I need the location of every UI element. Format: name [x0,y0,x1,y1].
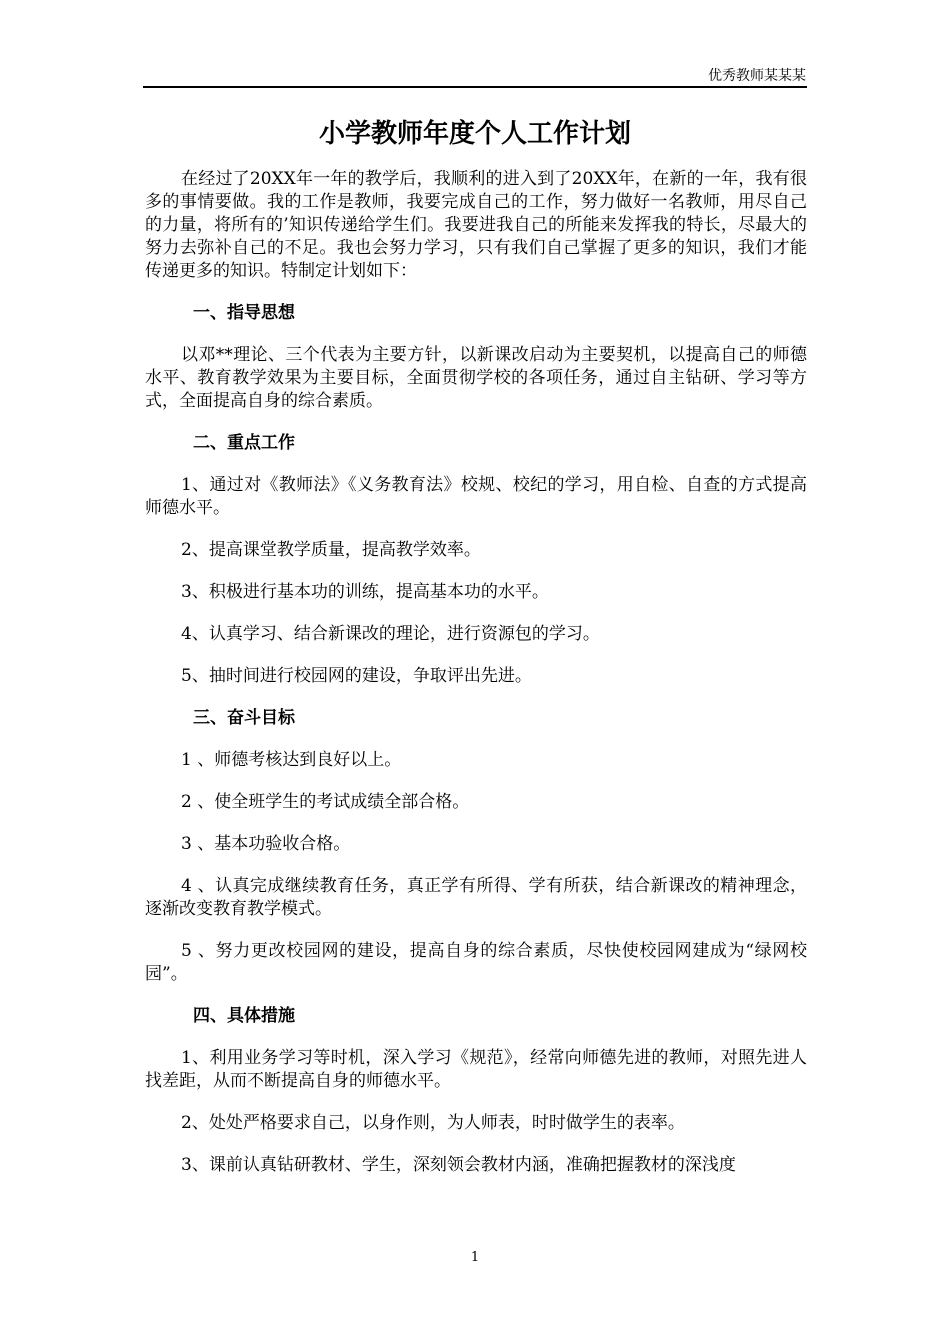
list-item: 4 、认真完成继续教育任务，真正学有所得、学有所获，结合新课改的精神理念，逐渐改变教育教学模式。 [145,876,807,919]
page-number: 1 [470,1250,480,1265]
section-paragraph: 以邓**理论、三个代表为主要方针，以新课改启动为主要契机，以提高自己的师德水平、教育教学效果为主要目标，全面贯彻学校的各项任务，通过自主钻研、学习等方式，全面提高自身的综合素质。 [145,345,807,411]
section-heading: 一、指导思想 [193,303,295,323]
running-header: 优秀教师某某某 [708,68,806,84]
list-item: 5 、努力更改校园网的建设，提高自身的综合素质，尽快使校园网建成为“绿网校园”。 [145,941,807,984]
list-item: 4、认真学习、结合新课改的理论，进行资源包的学习。 [181,624,600,644]
list-item: 3、课前认真钻研教材、学生，深刻领会教材内涵，准确把握教材的深浅度 [181,1155,736,1175]
list-item: 1、利用业务学习等时机，深入学习《规范》，经常向师德先进的教师，对照先进人找差距，从而不断提高自身的师德水平。 [145,1048,807,1091]
list-item: 3 、基本功验收合格。 [181,834,351,854]
list-item: 5、抽时间进行校园网的建设，争取评出先进。 [181,666,532,686]
intro-paragraph: 在经过了20XX年一年的教学后，我顺利的进入到了20XX年，在新的一年，我有很多的事情要做。我的工作是教师，我要完成自己的工作，努力做好一名教师，用尽自己的力量，将所有的’知识传递给学生们。我要进我自己的所能来发挥我的特长，尽最大的努力去弥补自己的不足。我也会努力学习，只有我们自己掌握了更多的知识，我们才能传递更多的知识。特制定计划如下： [145,169,807,281]
list-item: 2 、使全班学生的考试成绩全部合格。 [181,792,470,812]
list-item: 2、提高课堂教学质量，提高教学效率。 [181,540,481,560]
section-heading: 三、奋斗目标 [193,708,295,728]
header-rule [143,86,807,88]
section-heading: 四、具体措施 [193,1006,295,1026]
list-item: 1、通过对《教师法》《义务教育法》校规、校纪的学习，用自检、自查的方式提高师德水平。 [145,475,807,518]
section-heading: 二、重点工作 [193,433,295,453]
list-item: 1 、师德考核达到良好以上。 [181,750,402,770]
list-item: 3、积极进行基本功的训练，提高基本功的水平。 [181,582,549,602]
list-item: 2、处处严格要求自己，以身作则，为人师表，时时做学生的表率。 [181,1113,685,1133]
document-body [145,168,807,1177]
document-title: 小学教师年度个人工作计划 [318,119,631,149]
